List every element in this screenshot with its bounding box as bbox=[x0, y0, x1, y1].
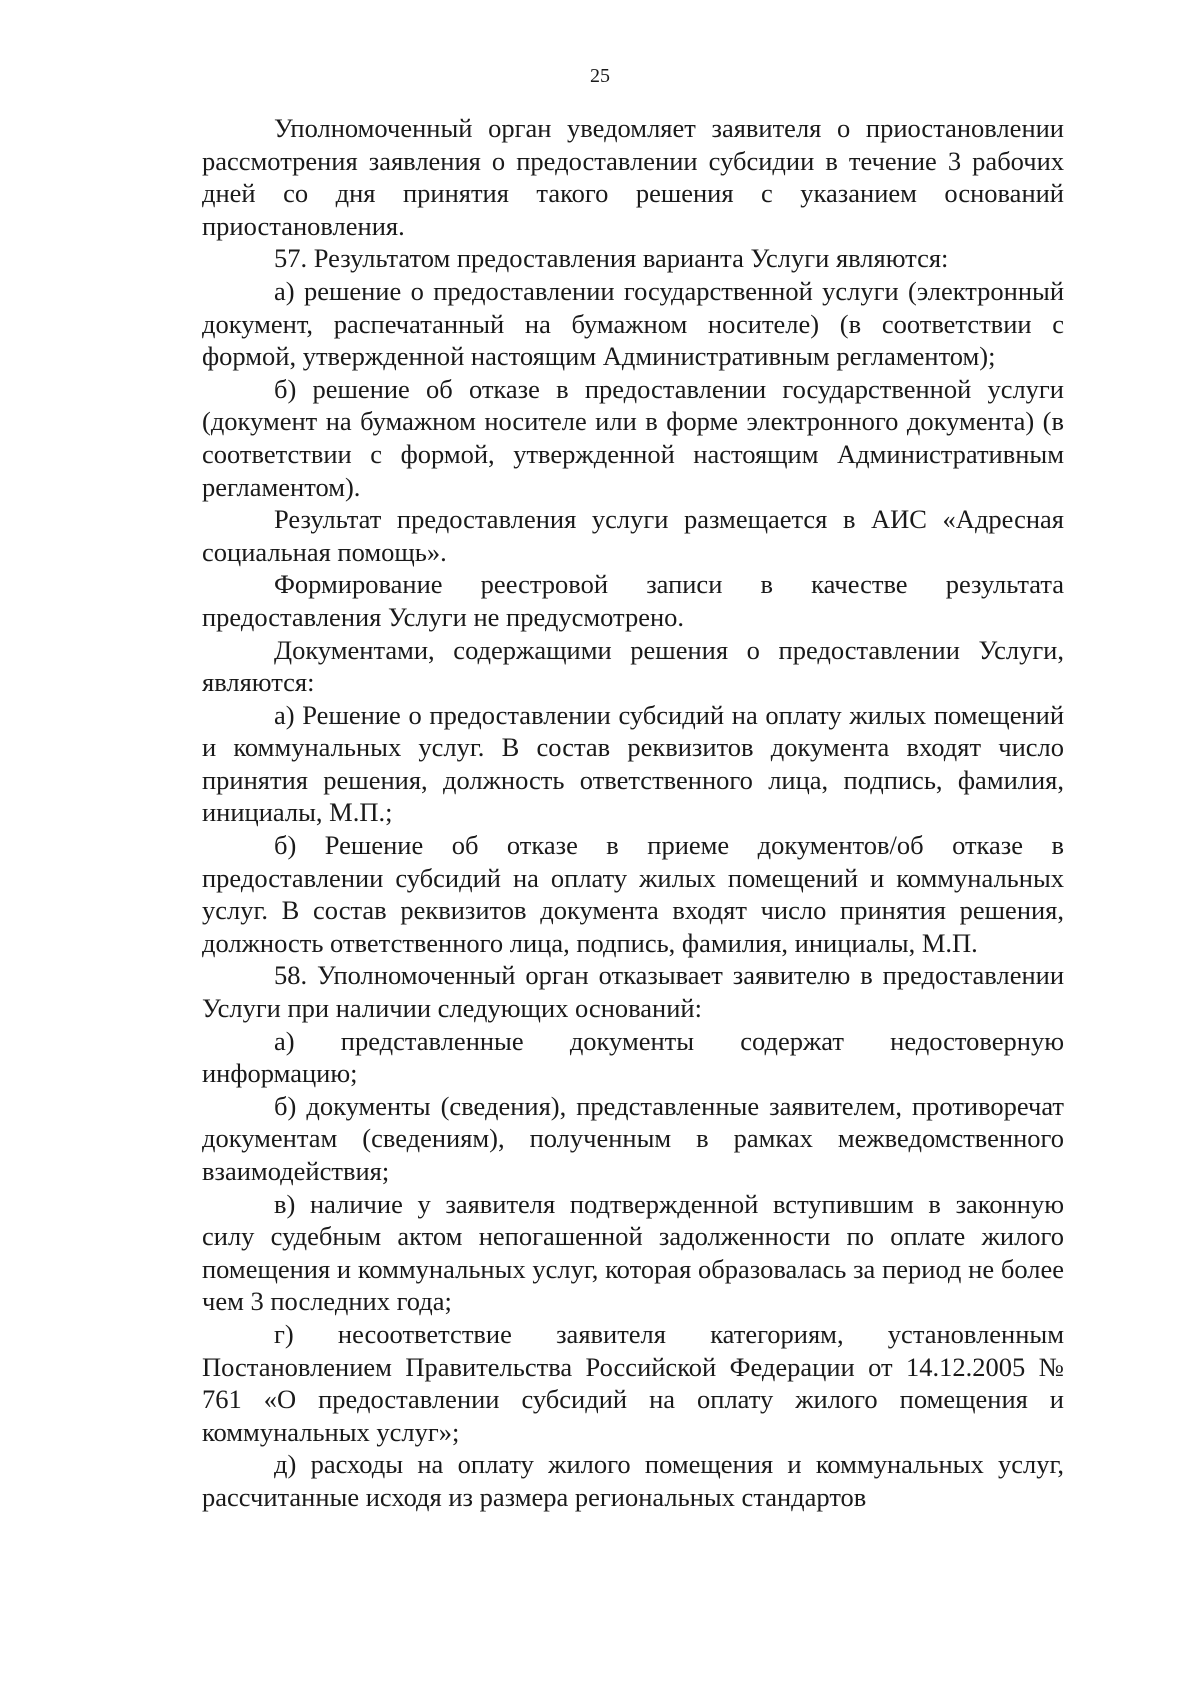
paragraph-57-b: б) решение об отказе в предоставлении государственной услуги (документ на бумажном носителе или в форме электронного документа) (в соответствии с формой, утвержденной настоящим Административным регламентом). bbox=[202, 373, 1064, 502]
paragraph-suspension-notice: Уполномоченный орган уведомляет заявителя о приостановлении рассмотрения заявления о предоставлении субсидии в течение 3 рабочих дней со дня принятия такого решения с указанием оснований приостановления. bbox=[202, 113, 1064, 241]
paragraph-decision-documents: Документами, содержащими решения о предоставлении Услуги, являются: bbox=[202, 634, 1064, 698]
paragraph-58-g: г) несоответствие заявителя категориям, установленным Постановлением Правительства Российской Федерации от 14.12.2005 № 761 «О предоставлении субсидий на оплату жилого помещения и коммунальных услуг»; bbox=[202, 1318, 1064, 1447]
paragraph-57-a: а) решение о предоставлении государственной услуги (электронный документ, распечатанный на бумажном носителе) (в соответствии с формой, утвержденной настоящим Административным регламентом); bbox=[202, 275, 1064, 372]
paragraph-item-57: 57. Результатом предоставления варианта Услуги являются: bbox=[274, 243, 949, 274]
paragraph-result-placement: Результат предоставления услуги размещается в АИС «Адресная социальная помощь». bbox=[202, 504, 1064, 567]
paragraph-58-a: а) представленные документы содержат недостоверную информацию; bbox=[202, 1025, 1064, 1089]
page-number: 25 bbox=[590, 65, 610, 87]
paragraph-58-b: б) документы (сведения), представленные заявителем, противоречат документам (сведениям), полученным в рамках межведомственного взаимодействия; bbox=[202, 1090, 1064, 1186]
paragraph-item-58: 58. Уполномоченный орган отказывает заявителю в предоставлении Услуги при наличии следующих оснований: bbox=[202, 960, 1064, 1024]
paragraph-decision-a: а) Решение о предоставлении субсидий на оплату жилых помещений и коммунальных услуг. В состав реквизитов документа входят число принятия решения, должность ответственного лица, подпись, фамилия, инициалы, М.П.; bbox=[202, 699, 1064, 828]
paragraph-58-d: д) расходы на оплату жилого помещения и коммунальных услуг, рассчитанные исходя из размера региональных стандартов bbox=[202, 1449, 1064, 1512]
document-body bbox=[202, 112, 1064, 1514]
paragraph-decision-b: б) Решение об отказе в приеме документов/об отказе в предоставлении субсидий на оплату жилых помещений и коммунальных услуг. В состав реквизитов документа входят число принятия решения, должность ответственного лица, подпись, фамилия, инициалы, М.П. bbox=[202, 830, 1064, 958]
paragraph-registry-record: Формирование реестровой записи в качестве результата предоставления Услуги не предусмотрено. bbox=[202, 569, 1064, 632]
paragraph-58-v: в) наличие у заявителя подтвержденной вступившим в законную силу судебным актом непогашенной задолженности по оплате жилого помещения и коммунальных услуг, которая образовалась за период не более чем 3 последних года; bbox=[202, 1188, 1064, 1317]
